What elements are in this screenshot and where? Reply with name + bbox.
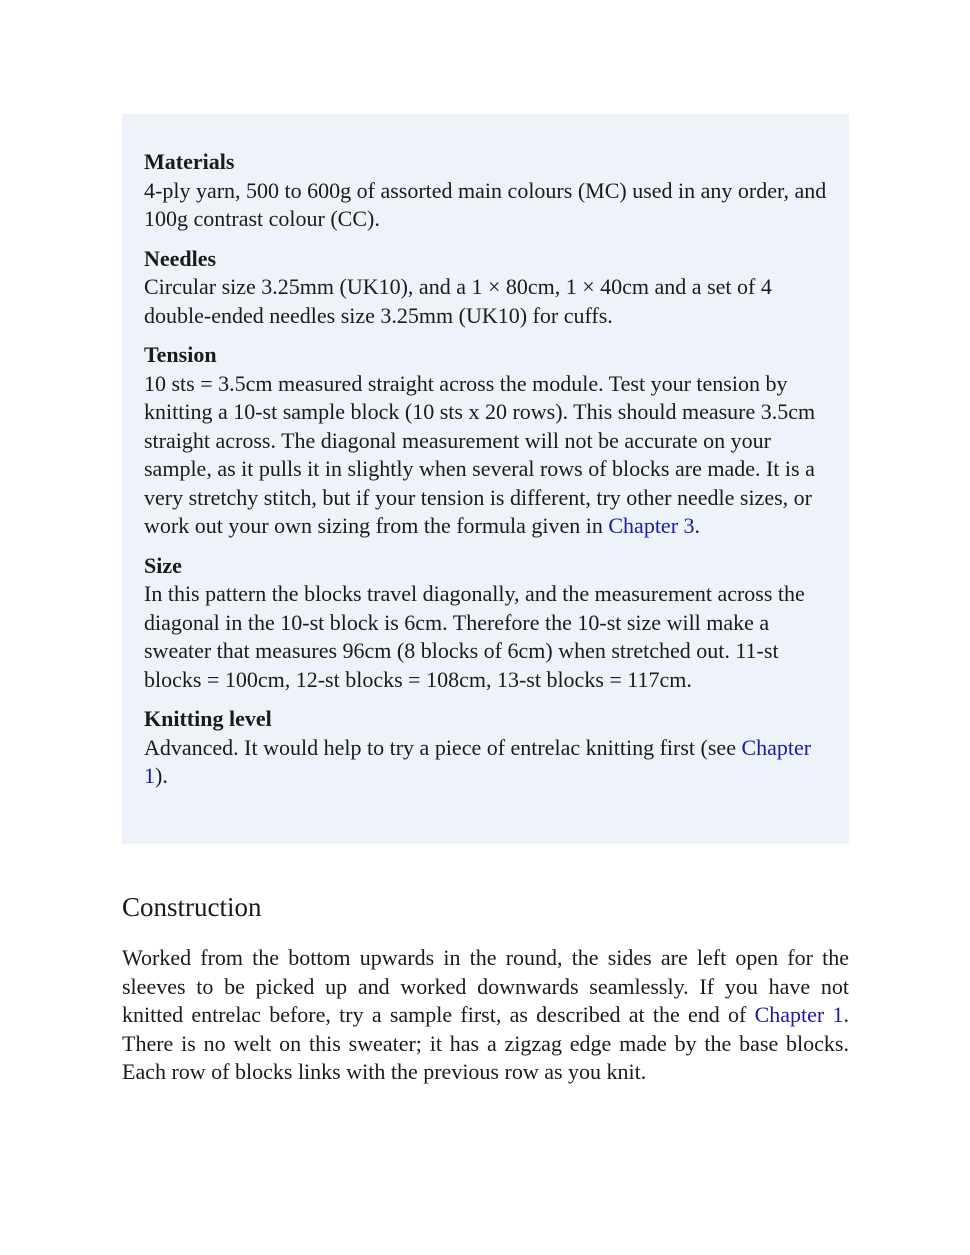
construction-paragraph <box>122 944 849 1087</box>
chapter-3-link[interactable]: Chapter 3 <box>608 513 695 538</box>
construction-chapter-1-link[interactable]: Chapter 1 <box>754 1002 844 1027</box>
size-heading: Size <box>144 552 182 578</box>
construction-text: Worked from the bottom upwards in the round, the sides are left open for the sleeves to be picked up and worked downwards seamlessly. If you have not knitted entrelac before, try a sample first, as described at the end of <box>122 945 849 1027</box>
materials-text: 4-ply yarn, 500 to 600g of assorted main colours (MC) used in any order, and 100g contrast colour (CC). <box>144 177 827 231</box>
tension-heading: Tension <box>144 342 217 367</box>
tension-paragraph <box>144 370 829 541</box>
size-section <box>144 552 829 695</box>
construction-text-end: . There is no welt on this sweater; it has a zigzag edge made by the base blocks. Each row of blocks links with the previous row as you knit. <box>122 1002 849 1084</box>
materials-section <box>144 148 829 234</box>
tension-text: 10 sts = 3.5cm measured straight across the module. Test your tension by knitting a 10-st sample block (10 sts x 20 rows). This should measure 3.5cm straight across. The diagonal measurement will not be accurate on your sample, as it pulls it in slightly when several rows of blocks are made. It is a very stretchy stitch, but if your tension is different, try other needle sizes, or work out your own sizing from the formula given in <box>144 370 816 538</box>
chapter-1-link[interactable]: Chapter 1 <box>144 734 812 788</box>
materials-heading: Materials <box>144 149 235 174</box>
needles-text: Circular size 3.25mm (UK10), and a 1 × 80cm, 1 × 40cm and a set of 4 double-ended needles size 3.25mm (UK10) for cuffs. <box>144 274 772 328</box>
knitting-level-paragraph <box>144 734 829 791</box>
tension-text-end: . <box>694 513 701 538</box>
needles-section <box>144 245 829 331</box>
construction-title: Construction <box>122 892 262 922</box>
size-text: In this pattern the blocks travel diagonally, and the measurement across the diagonal in the 10-st block is 6cm. Therefore the 10-st size will make a sweater that measures 96cm (8 blocks of 6cm) when stretched out. 11-st blocks = 100cm, 12-st blocks = 108cm, 13-st blocks = 117cm. <box>144 581 805 692</box>
knitting-level-heading: Knitting level <box>144 706 272 731</box>
knitting-level-text-end: ). <box>155 763 168 788</box>
knitting-level-section <box>144 705 829 791</box>
tension-section <box>144 341 829 541</box>
needles-heading: Needles <box>144 245 217 271</box>
pattern-info-box <box>122 114 849 844</box>
knitting-level-text: Advanced. It would help to try a piece of entrelac knitting first (see <box>144 734 742 760</box>
